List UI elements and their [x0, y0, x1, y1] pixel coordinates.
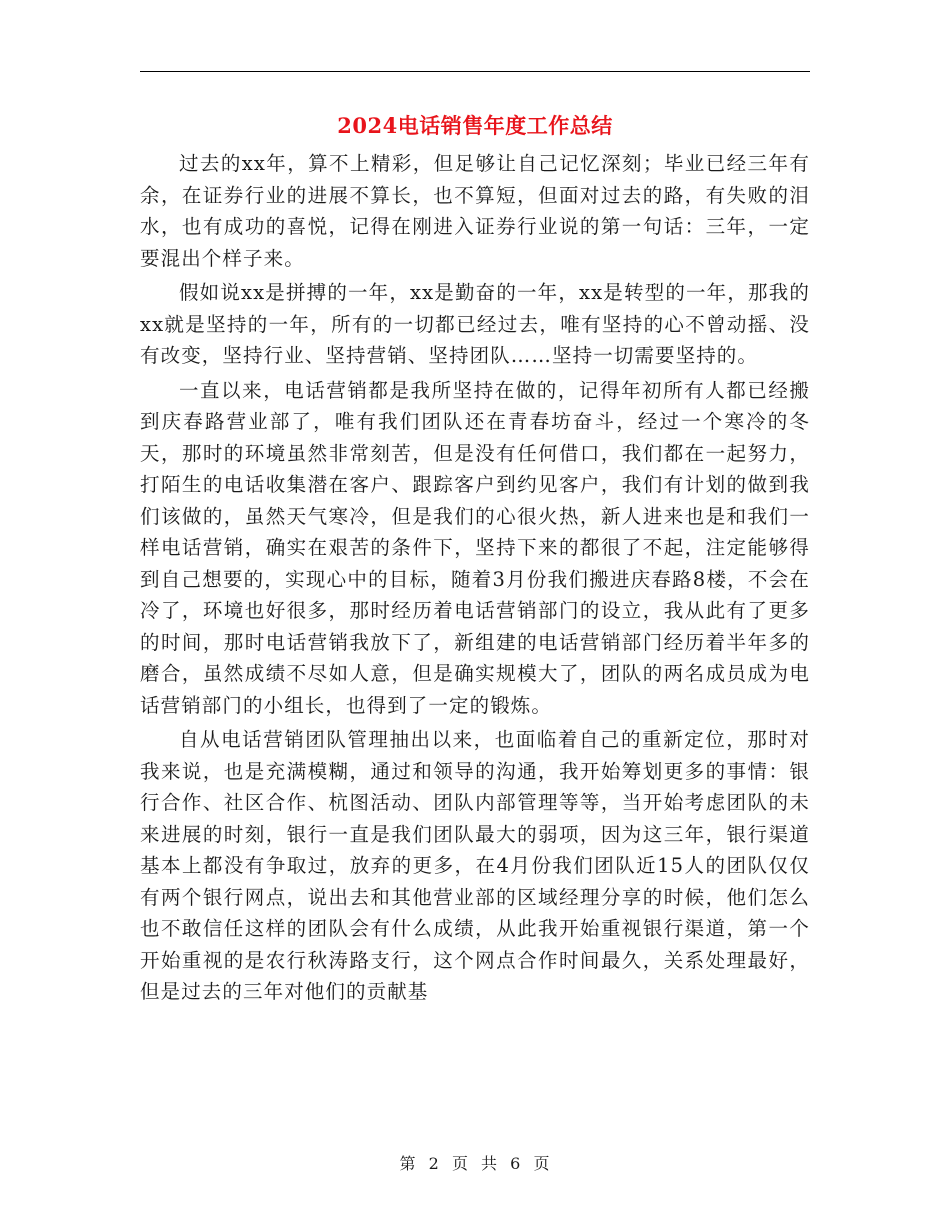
page-footer	[140, 1152, 810, 1176]
footer-label-page: 第	[399, 1154, 417, 1173]
footer-label-total: 共	[481, 1154, 499, 1173]
paragraph-2: 假如说xx是拼搏的一年，xx是勤奋的一年，xx是转型的一年，那我的xx就是坚持的一年，所有的一切都已经过去，唯有坚持的心不曾动摇、没有改变，坚持行业、坚持营销、坚持团队……坚持一切需要坚持的。	[140, 281, 810, 367]
paragraph-4: 自从电话营销团队管理抽出以来，也面临着自己的重新定位，那时对我来说，也是充满模糊，通过和领导的沟通，我开始筹划更多的事情：银行合作、社区合作、杭图活动、团队内部管理等等，当开始考虑团队的未来进展的时刻，银行一直是我们团队最大的弱项，因为这三年，银行渠道基本上都没有争取过，放弃的更多，在4月份我们团队近15人的团队仅仅有两个银行网点，说出去和其他营业部的区域经理分享的时候，他们怎么也不敢信任这样的团队会有什么成绩，从此我开始重视银行渠道，第一个开始重视的是农行秋涛路支行，这个网点合作时间最久，关系处理最好，但是过去的三年对他们的贡献基	[140, 728, 810, 1003]
paragraph-1: 过去的xx年，算不上精彩，但足够让自己记忆深刻；毕业已经三年有余，在证券行业的进展不算长，也不算短，但面对过去的路，有失败的泪水，也有成功的喜悦，记得在刚进入证券行业说的第一句话：三年，一定要混出个样子来。	[140, 152, 810, 270]
header-rule	[140, 71, 810, 72]
document-body	[140, 148, 810, 1011]
footer-label-unit-2: 页	[533, 1154, 551, 1173]
footer-label-unit: 页	[451, 1154, 469, 1173]
document-title: 2024电话销售年度工作总结	[337, 113, 613, 138]
paragraph-3: 一直以来，电话营销都是我所坚持在做的，记得年初所有人都已经搬到庆春路营业部了，唯有我们团队还在青春坊奋斗，经过一个寒冷的冬天，那时的环境虽然非常刻苦，但是没有任何借口，我们都在一起努力，打陌生的电话收集潜在客户、跟踪客户到约见客户，我们有计划的做到我们该做的，虽然天气寒冷，但是我们的心很火热，新人进来也是和我们一样电话营销，确实在艰苦的条件下，坚持下来的都很了不起，注定能够得到自己想要的，实现心中的目标，随着3月份我们搬进庆春路8楼，不会在冷了，环境也好很多，那时经历着电话营销部门的设立，我从此有了更多的时间，那时电话营销我放下了，新组建的电话营销部门经历着半年多的磨合，虽然成绩不尽如人意，但是确实规模大了，团队的两名成员成为电话营销部门的小组长，也得到了一定的锻炼。	[140, 378, 810, 717]
footer-total-pages: 6	[510, 1154, 522, 1173]
footer-current-page: 2	[428, 1154, 440, 1173]
